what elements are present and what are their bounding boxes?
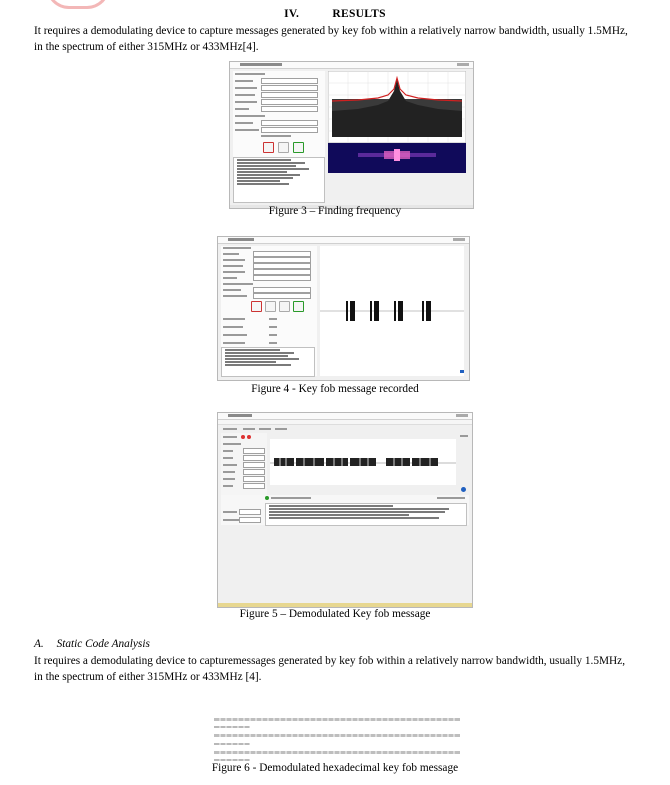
signal-plot xyxy=(320,246,464,376)
subsection-heading xyxy=(34,638,150,650)
paragraph-line: It requires a demodulating device to capturemessages generated by key fob within a relatively narrow bandwidth, usually 1.5MHz, xyxy=(34,655,626,667)
figure-5-screenshot xyxy=(217,412,473,608)
tab-strip xyxy=(221,426,469,432)
figure-5-caption: Figure 5 – Demodulated Key fob message xyxy=(239,608,431,620)
figure-4-caption: Figure 4 - Key fob message recorded xyxy=(251,383,419,395)
status-bar xyxy=(218,603,472,607)
paragraph-line: in the spectrum of either 315MHz or 433MHz [4]. xyxy=(34,671,262,683)
signal-controls xyxy=(221,433,267,495)
results-table xyxy=(221,495,469,525)
waterfall-plot xyxy=(328,143,466,173)
paragraph-line: in the spectrum of either 315MHz or 433MHz[4]. xyxy=(34,41,259,53)
figure-4-screenshot xyxy=(217,236,470,381)
section-heading xyxy=(0,8,670,20)
subsection-title: Static Code Analysis xyxy=(56,638,150,650)
window-titlebar xyxy=(218,413,472,420)
window-titlebar xyxy=(230,62,473,69)
menu-bar xyxy=(218,420,472,425)
settings-panel xyxy=(221,246,317,376)
figure-3-screenshot xyxy=(229,61,474,209)
right-controls xyxy=(458,433,470,495)
settings-panel xyxy=(233,71,325,203)
section-number: IV. xyxy=(284,8,300,20)
demodulated-bitstream xyxy=(270,439,456,485)
window-titlebar xyxy=(218,237,469,244)
hex-table-image xyxy=(212,717,464,763)
spectrum-plot xyxy=(328,71,466,143)
section-title: RESULTS xyxy=(332,8,386,20)
paragraph-intro xyxy=(34,23,660,55)
figure-6-hex-table xyxy=(212,717,464,763)
paragraph-line: It requires a demodulating device to capture messages generated by key fob within a relatively narrow bandwidth, usually 1.5MHz, xyxy=(34,25,628,37)
figure-3-caption: Figure 3 – Finding frequency xyxy=(268,205,402,217)
subsection-letter: A. xyxy=(34,638,44,650)
figure-6-caption: Figure 6 - Demodulated hexadecimal key fob message xyxy=(211,762,459,774)
paragraph-static-analysis xyxy=(34,653,660,685)
